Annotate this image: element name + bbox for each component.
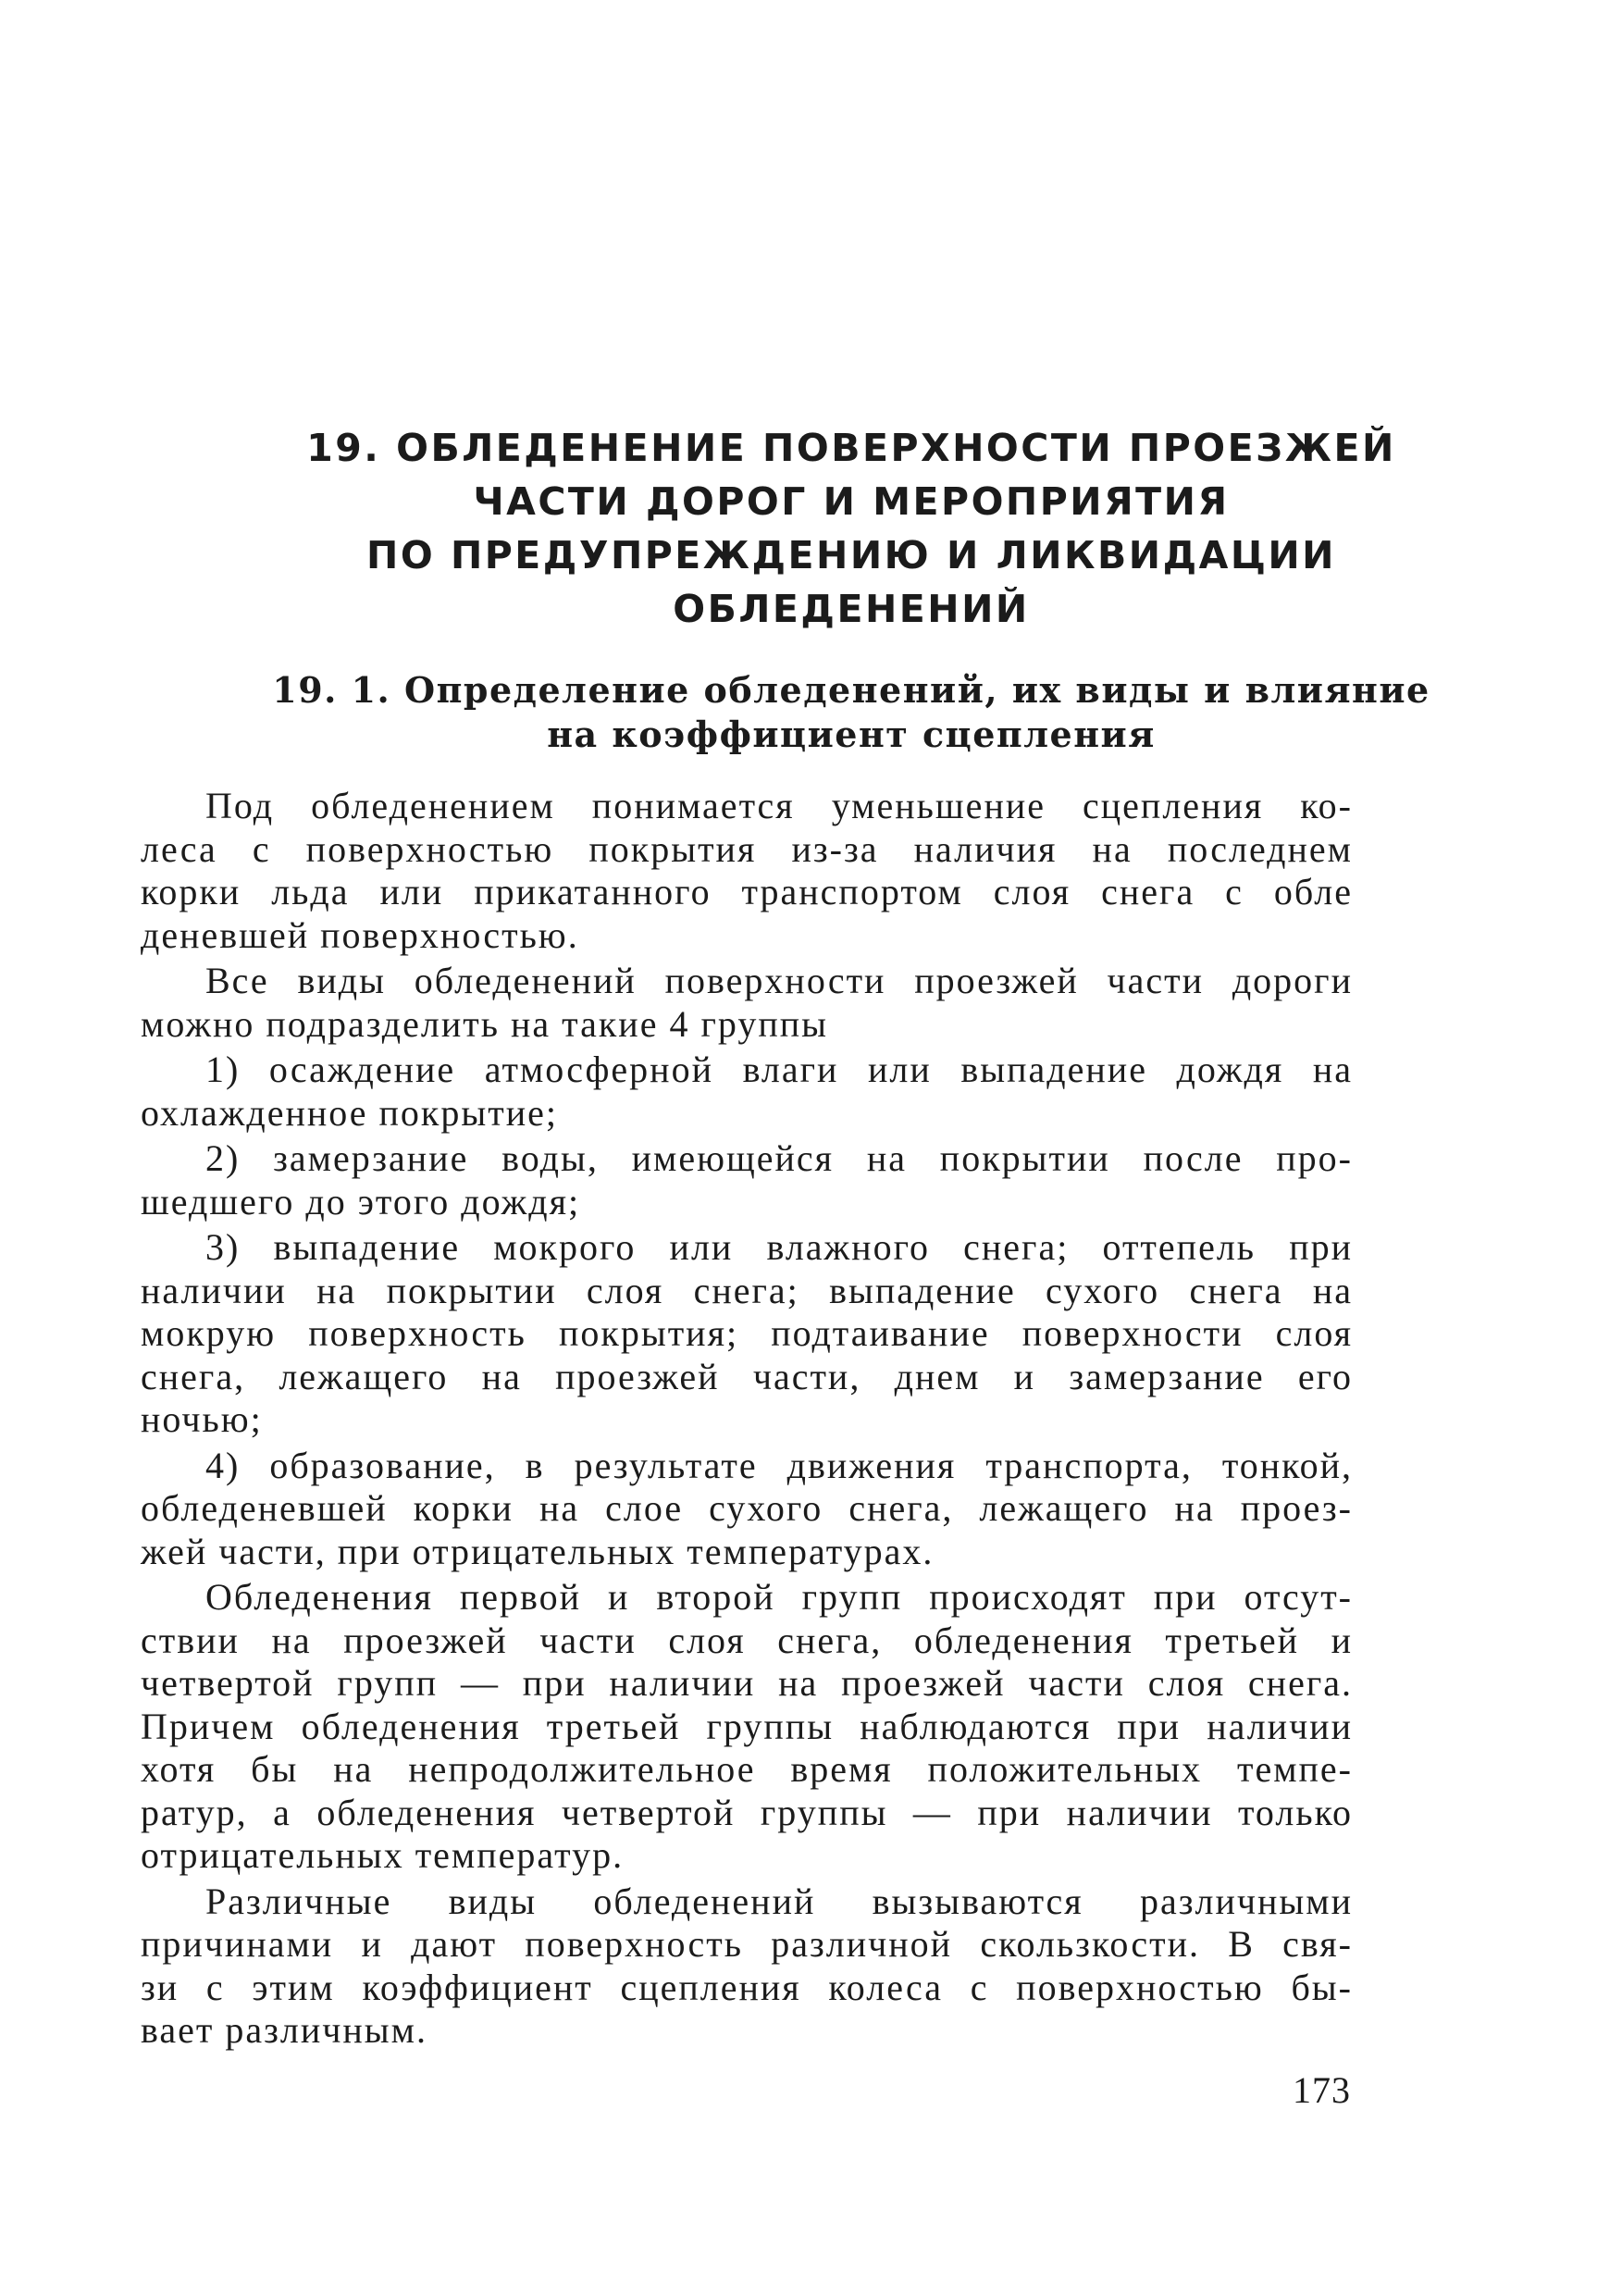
list-item-group-4	[141, 1445, 1353, 1574]
paragraph-groups-intro	[141, 960, 1353, 1046]
text-line: снега, лежащего на проезжей части, днем и замерзание его	[141, 1355, 1353, 1397]
text-line: Различные виды обледенений вызываются различными	[205, 1880, 1353, 1922]
paragraph-definition	[141, 785, 1353, 957]
text-line: можно подразделить на такие 4 группы	[141, 1002, 829, 1045]
text-line: Под обледенением понимается уменьшение сцепления ко-	[205, 785, 1353, 826]
text-line: наличии на покрытии слоя снега; выпадение сухого снега на	[141, 1269, 1353, 1311]
text-line: 3) выпадение мокрого или влажного снега; оттепель при	[205, 1226, 1353, 1268]
section-title-line: 19. 1. Определение обледенений, их виды и влияние	[272, 669, 1430, 711]
text-line: охлажденное покрытие;	[141, 1091, 558, 1134]
text-line: отрицательных температур.	[141, 1834, 625, 1876]
text-line: вает различным.	[141, 2009, 427, 2051]
list-item-group-3	[141, 1226, 1353, 1442]
text-line: причинами и дают поверхность различной скользкости. В свя-	[141, 1923, 1353, 1965]
text-line: зи с этим коэффициент сцепления колеса с поверхностью бы-	[141, 1966, 1353, 2008]
chapter-title	[167, 421, 1536, 636]
text-line: 4) образование, в результате движения транспорта, тонкой,	[205, 1444, 1353, 1486]
text-line: Причем обледенения третьей группы наблюдаются при наличии	[141, 1705, 1353, 1747]
text-line: Обледенения первой и второй групп происходят при отсут-	[205, 1576, 1353, 1618]
chapter-title-line: ОБЛЕДЕНЕНИЙ	[673, 587, 1030, 631]
list-item-group-2	[141, 1137, 1353, 1223]
paragraph-slipperiness	[141, 1880, 1353, 2053]
page-number: 173	[1293, 2069, 1351, 2111]
chapter-title-line: 19. ОБЛЕДЕНЕНИЕ ПОВЕРХНОСТИ ПРОЕЗЖЕЙ	[306, 426, 1396, 470]
text-line: 2) замерзание воды, имеющейся на покрытии после про-	[205, 1137, 1353, 1179]
text-line: хотя бы на непродолжительное время положительных темпе-	[141, 1748, 1353, 1790]
body-text	[141, 785, 1353, 2055]
text-line: леса с поверхностью покрытия из-за наличия на последнем	[141, 827, 1353, 870]
text-line: ночью;	[141, 1398, 263, 1440]
chapter-title-line: ПО ПРЕДУПРЕЖДЕНИЮ И ЛИКВИДАЦИИ	[366, 533, 1336, 577]
section-title-line: на коэффициент сцепления	[547, 714, 1156, 755]
text-line: обледеневшей корки на слое сухого снега, лежащего на проез-	[141, 1487, 1353, 1529]
text-line: ствии на проезжей части слоя снега, обледенения третьей и	[141, 1619, 1353, 1661]
text-line: 1) осаждение атмосферной влаги или выпадение дождя на	[205, 1049, 1353, 1090]
text-line: корки льда или прикатанного транспортом слоя снега с обле	[141, 871, 1353, 912]
text-line: мокрую поверхность покрытия; подтаивание поверхности слоя	[141, 1312, 1353, 1354]
section-title	[167, 668, 1536, 757]
text-line: жей части, при отрицательных температурах.	[141, 1530, 935, 1572]
text-line: четвертой групп — при наличии на проезжей части слоя снега.	[141, 1662, 1353, 1704]
text-line: шедшего до этого дождя;	[141, 1180, 581, 1222]
text-line: деневшей поверхностью.	[141, 913, 579, 956]
list-item-group-1	[141, 1049, 1353, 1135]
text-line: Все виды обледенений поверхности проезжей части дороги	[205, 960, 1353, 1001]
paragraph-group-conditions	[141, 1576, 1353, 1878]
text-line: ратур, а обледенения четвертой группы — при наличии только	[141, 1791, 1353, 1833]
chapter-title-line: ЧАСТИ ДОРОГ И МЕРОПРИЯТИЯ	[473, 479, 1230, 524]
